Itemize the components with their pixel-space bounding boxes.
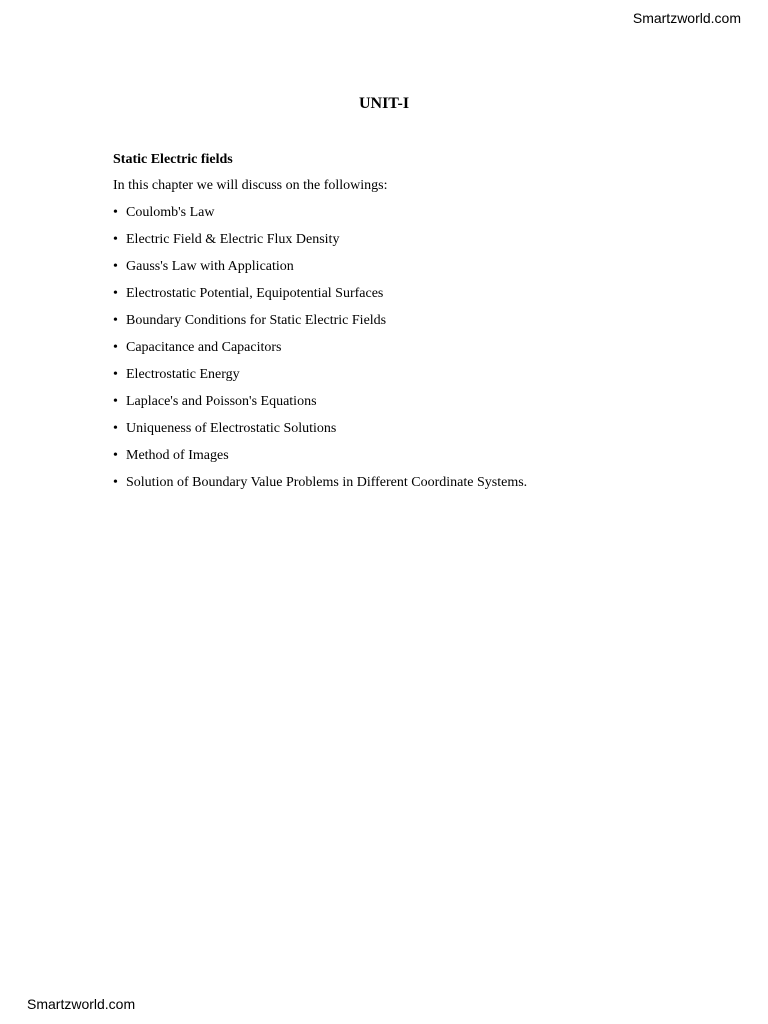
list-item [113,446,673,473]
unit-title: UNIT-I [358,95,410,112]
list-item [113,338,673,365]
footer-watermark: Smartzworld.com [27,996,136,1012]
bullet-icon: • [113,394,118,409]
bullet-icon: • [113,313,118,328]
bullet-icon: • [113,205,118,220]
list-item-text: Gauss's Law with Application [126,259,294,274]
list-item [113,419,673,446]
list-item [113,473,673,500]
bullet-icon: • [113,475,118,490]
topic-list [113,203,673,500]
list-item-text: Capacitance and Capacitors [126,340,282,355]
bullet-icon: • [113,367,118,382]
list-item-text: Electrostatic Energy [126,367,240,382]
document-content [113,150,673,500]
list-item-text: Coulomb's Law [126,205,215,220]
list-item-text: Electrostatic Potential, Equipotential Surfaces [126,286,384,301]
list-item [113,203,673,230]
list-item [113,230,673,257]
list-item-text: Method of Images [126,448,229,463]
intro-text: In this chapter we will discuss on the followings: [113,178,388,193]
list-item-text: Electric Field & Electric Flux Density [126,232,340,247]
bullet-icon: • [113,232,118,247]
bullet-icon: • [113,448,118,463]
section-title: Static Electric fields [113,152,233,167]
bullet-icon: • [113,421,118,436]
list-item [113,311,673,338]
list-item-text: Uniqueness of Electrostatic Solutions [126,421,337,436]
list-item [113,257,673,284]
bullet-icon: • [113,259,118,274]
list-item-text: Boundary Conditions for Static Electric Fields [126,313,387,328]
bullet-icon: • [113,340,118,355]
list-item-text: Solution of Boundary Value Problems in Different Coordinate Systems. [126,475,528,490]
list-item-text: Laplace's and Poisson's Equations [126,394,317,409]
header-watermark: Smartzworld.com [632,10,741,26]
list-item [113,284,673,311]
bullet-icon: • [113,286,118,301]
list-item [113,392,673,419]
list-item [113,365,673,392]
